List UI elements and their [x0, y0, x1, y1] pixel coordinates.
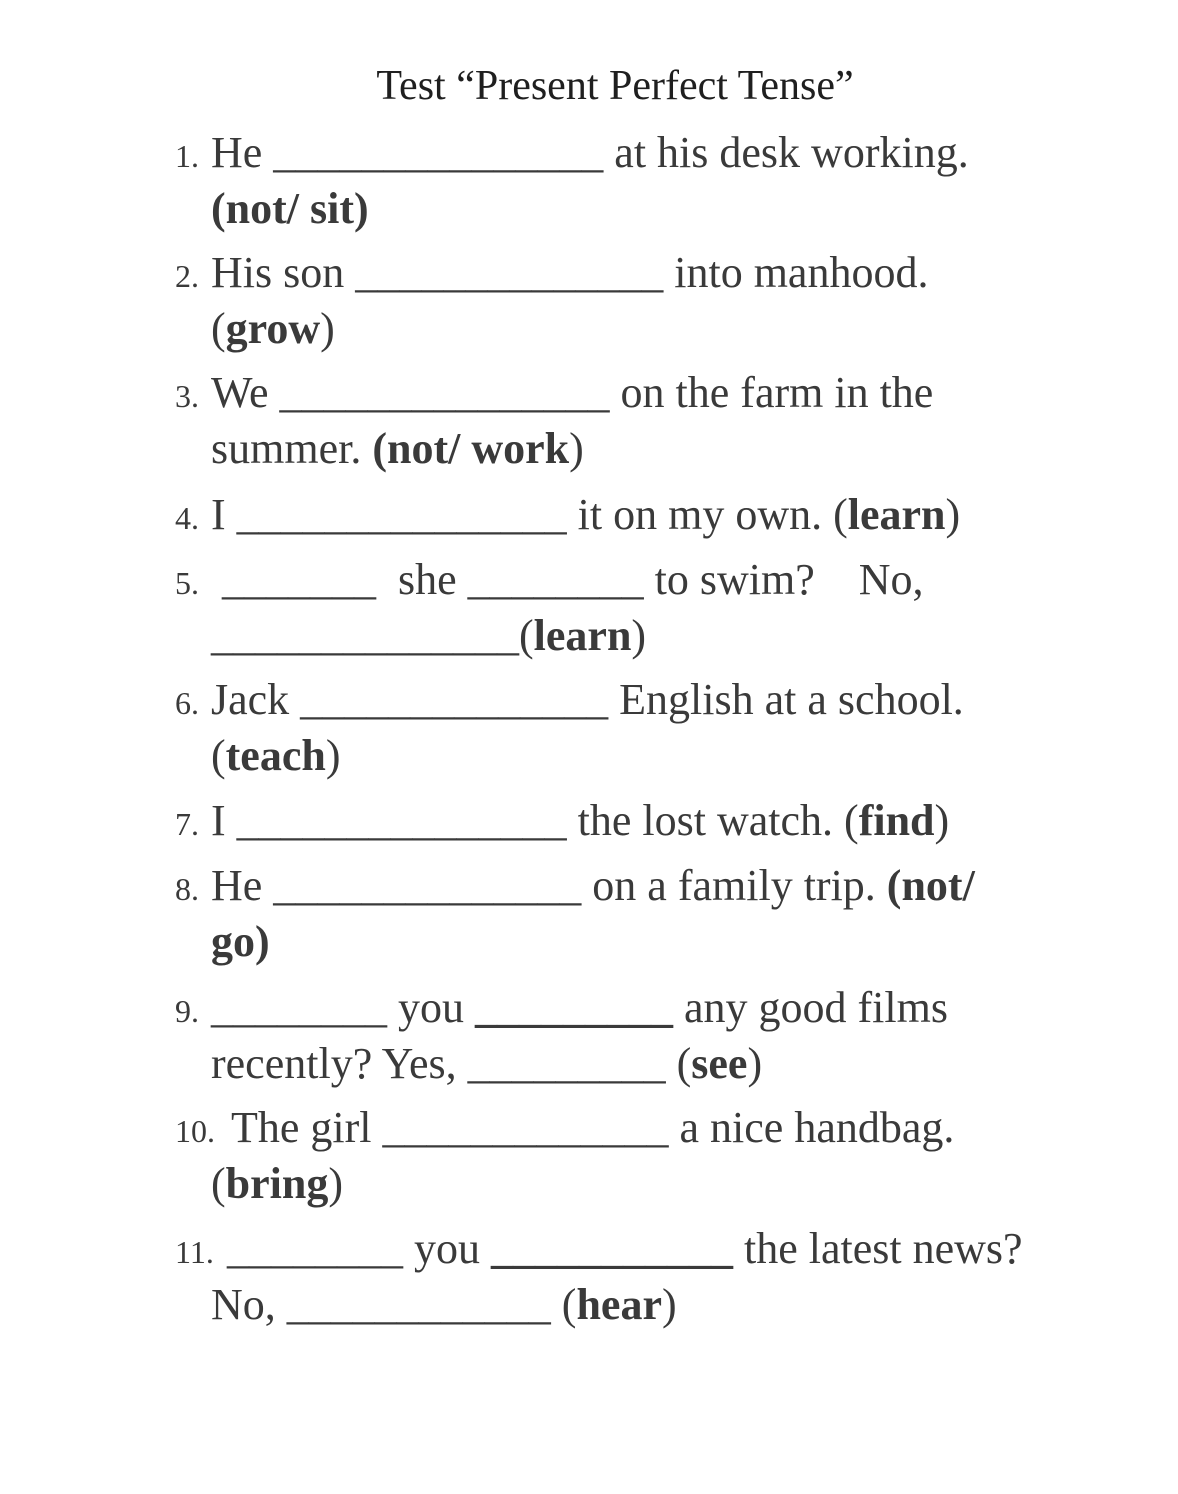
verb-hint: bring: [225, 1159, 329, 1208]
page-title: Test “Present Perfect Tense”: [376, 63, 854, 109]
verb-hint: (not/: [886, 861, 975, 910]
question-text: His son ______________ into manhood.: [211, 248, 929, 297]
question-11: 11. ________ you ___________ the latest news? No, ____________ (hear): [175, 1224, 1023, 1329]
question-text: The girl _____________ a nice handbag.: [231, 1103, 955, 1152]
question-number: 5.: [175, 565, 199, 601]
verb-hint: learn: [533, 611, 632, 660]
question-3: 3. We _______________ on the farm in the summer. (not/ work): [175, 368, 934, 473]
verb-hint: grow: [225, 304, 321, 353]
verb-hint: see: [691, 1039, 748, 1088]
verb-hint: (not/ work: [372, 424, 570, 473]
question-number: 10.: [175, 1113, 215, 1149]
verb-hint: find: [858, 796, 935, 845]
question-6: 6. Jack ______________ English at a school. (teach): [175, 675, 964, 780]
question-number: 9.: [175, 993, 199, 1029]
question-2: 2. His son ______________ into manhood. (grow): [175, 248, 929, 353]
verb-hint: teach: [225, 731, 326, 780]
question-1: [175, 125, 1075, 237]
question-7: 7. I _______________ the lost watch. (find): [175, 793, 1075, 849]
question-5: 5. _______ she ________ to swim? No, ______________(learn): [175, 555, 924, 660]
question-number: 2.: [175, 258, 199, 294]
question-number: 3.: [175, 378, 199, 414]
question-9: 9. ________ you _________ any good films recently? Yes, _________ (see): [175, 983, 948, 1088]
question-4: 4. I _______________ it on my own. (learn): [175, 487, 1075, 543]
verb-hint: hear: [576, 1280, 662, 1329]
verb-hint: learn: [847, 490, 946, 539]
question-text: He _______________ at his desk working.: [211, 128, 969, 177]
answer-blank: ___________: [491, 1224, 733, 1273]
question-text: Jack ______________ English at a school.: [211, 675, 964, 724]
verb-hint: go): [211, 917, 270, 966]
question-8: 8. He ______________ on a family trip. (not/ go): [175, 861, 975, 966]
question-number: 4.: [175, 500, 199, 536]
answer-blank: _________: [475, 983, 673, 1032]
question-text: _______ she ________ to swim? No,: [211, 555, 924, 604]
question-number: 7.: [175, 806, 199, 842]
verb-hint: (not/ sit): [211, 184, 369, 233]
question-10: 10. The girl _____________ a nice handbag. (bring): [175, 1103, 955, 1208]
question-number: 1.: [175, 138, 199, 174]
question-text: We _______________ on the farm in the: [211, 368, 934, 417]
question-number: 8.: [175, 871, 199, 907]
question-number: 6.: [175, 685, 199, 721]
question-number: 11.: [175, 1234, 214, 1270]
